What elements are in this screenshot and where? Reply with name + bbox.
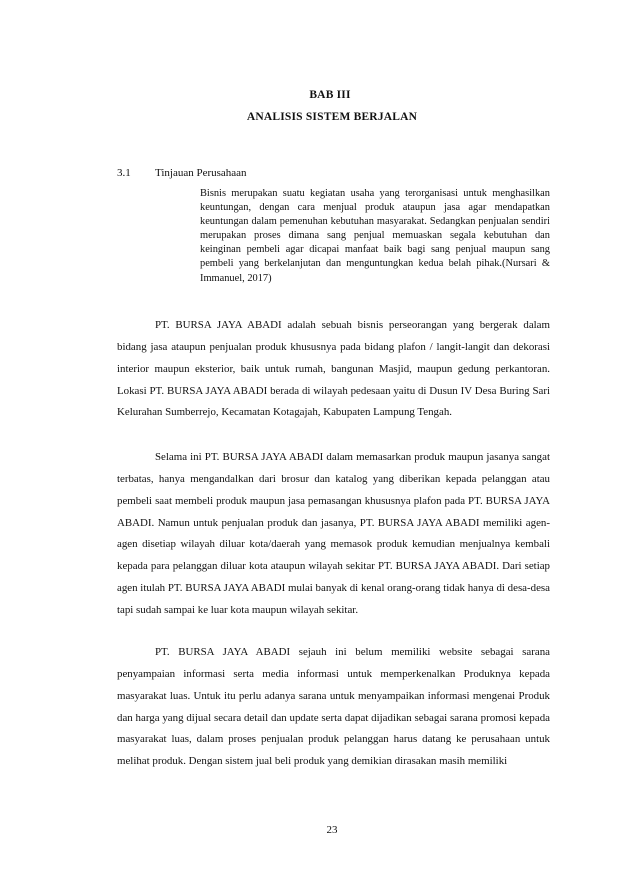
chapter-label: BAB III: [309, 89, 351, 101]
chapter-title: ANALISIS SISTEM BERJALAN: [246, 111, 418, 123]
block-quote: Bisnis merupakan suatu kegiatan usaha yang terorganisasi untuk menghasilkan keuntungan, dengan cara menjual produk ataupun jasa agar mendapatkan keuntungan dalam pemenuhan kebutuhan masyarakat. Sedangkan penjualan sendiri merupakan proses dimana sang penjual memuaskan segala kebutuhan dan keinginan pembeli agar dicapai manfaat baik bagi sang penjual maupun sang pembeli yang berkelanjutan dan menguntungkan kedua belah pihak.(Nursari & Immanuel, 2017): [200, 188, 550, 284]
paragraph-text: PT. BURSA JAYA ABADI adalah sebuah bisnis perseorangan yang bergerak dalam bidang jasa ataupun penjualan produk khususnya pada bidang plafon / langit-langit dan dekorasi interior maupun eksterior, baik untuk rumah, bangunan Masjid, maupun gedung perkantoran. Lokasi PT. BURSA JAYA ABADI berada di wilayah pedesaan yaitu di Dusun IV Desa Buring Sari Kelurahan Sumberrejo, Kecamatan Kotagajah, Kabupaten Lampung Tengah.: [117, 319, 550, 419]
body-paragraph-3: [117, 642, 550, 773]
body-paragraph-1: [117, 315, 550, 424]
paragraph-text: PT. BURSA JAYA ABADI sejauh ini belum memiliki website sebagai sarana penyampaian informasi serta media informasi untuk memperkenalkan Produknya kepada masyarakat luas. Untuk itu perlu adanya sarana untuk menyampaikan informasi mengenai Produk dan harga yang dijual secara detail dan update serta dapat dijadikan sebagai sarana promosi kepada masyarakat luas, dalam proses penjualan produk pelanggan harus datang ke perusahaan untuk melihat produk. Dengan sistem jual beli produk yang demikian dirasakan masih memiliki: [117, 646, 550, 768]
paragraph-text: Selama ini PT. BURSA JAYA ABADI dalam memasarkan produk maupun jasanya sangat terbatas, hanya mengandalkan dari brosur dan katalog yang diberikan kepada pelanggan atau pembeli saat membeli produk maupun jasa pemasangan khususnya plafon pada PT. BURSA JAYA ABADI. Namun untuk penjualan produk dan jasanya, PT. BURSA JAYA ABADI memiliki agen-agen disetiap wilayah diluar kota/daerah yang memasok produk kemudian menjualnya kembali kepada para pelanggan diluar kota ataupun wilayah sekitar PT. BURSA JAYA ABADI. Dari setiap agen itulah PT. BURSA JAYA ABADI mulai banyak di kenal orang-orang tidak hanya di desa-desa tapi sudah sampai ke luar kota maupun wilayah sekitar.: [117, 451, 550, 616]
section-number: 3.1: [117, 167, 131, 179]
section-title: Tinjauan Perusahaan: [155, 167, 247, 179]
body-paragraph-2: [117, 447, 550, 622]
page-number: 23: [326, 824, 338, 836]
section-heading: [117, 167, 247, 179]
